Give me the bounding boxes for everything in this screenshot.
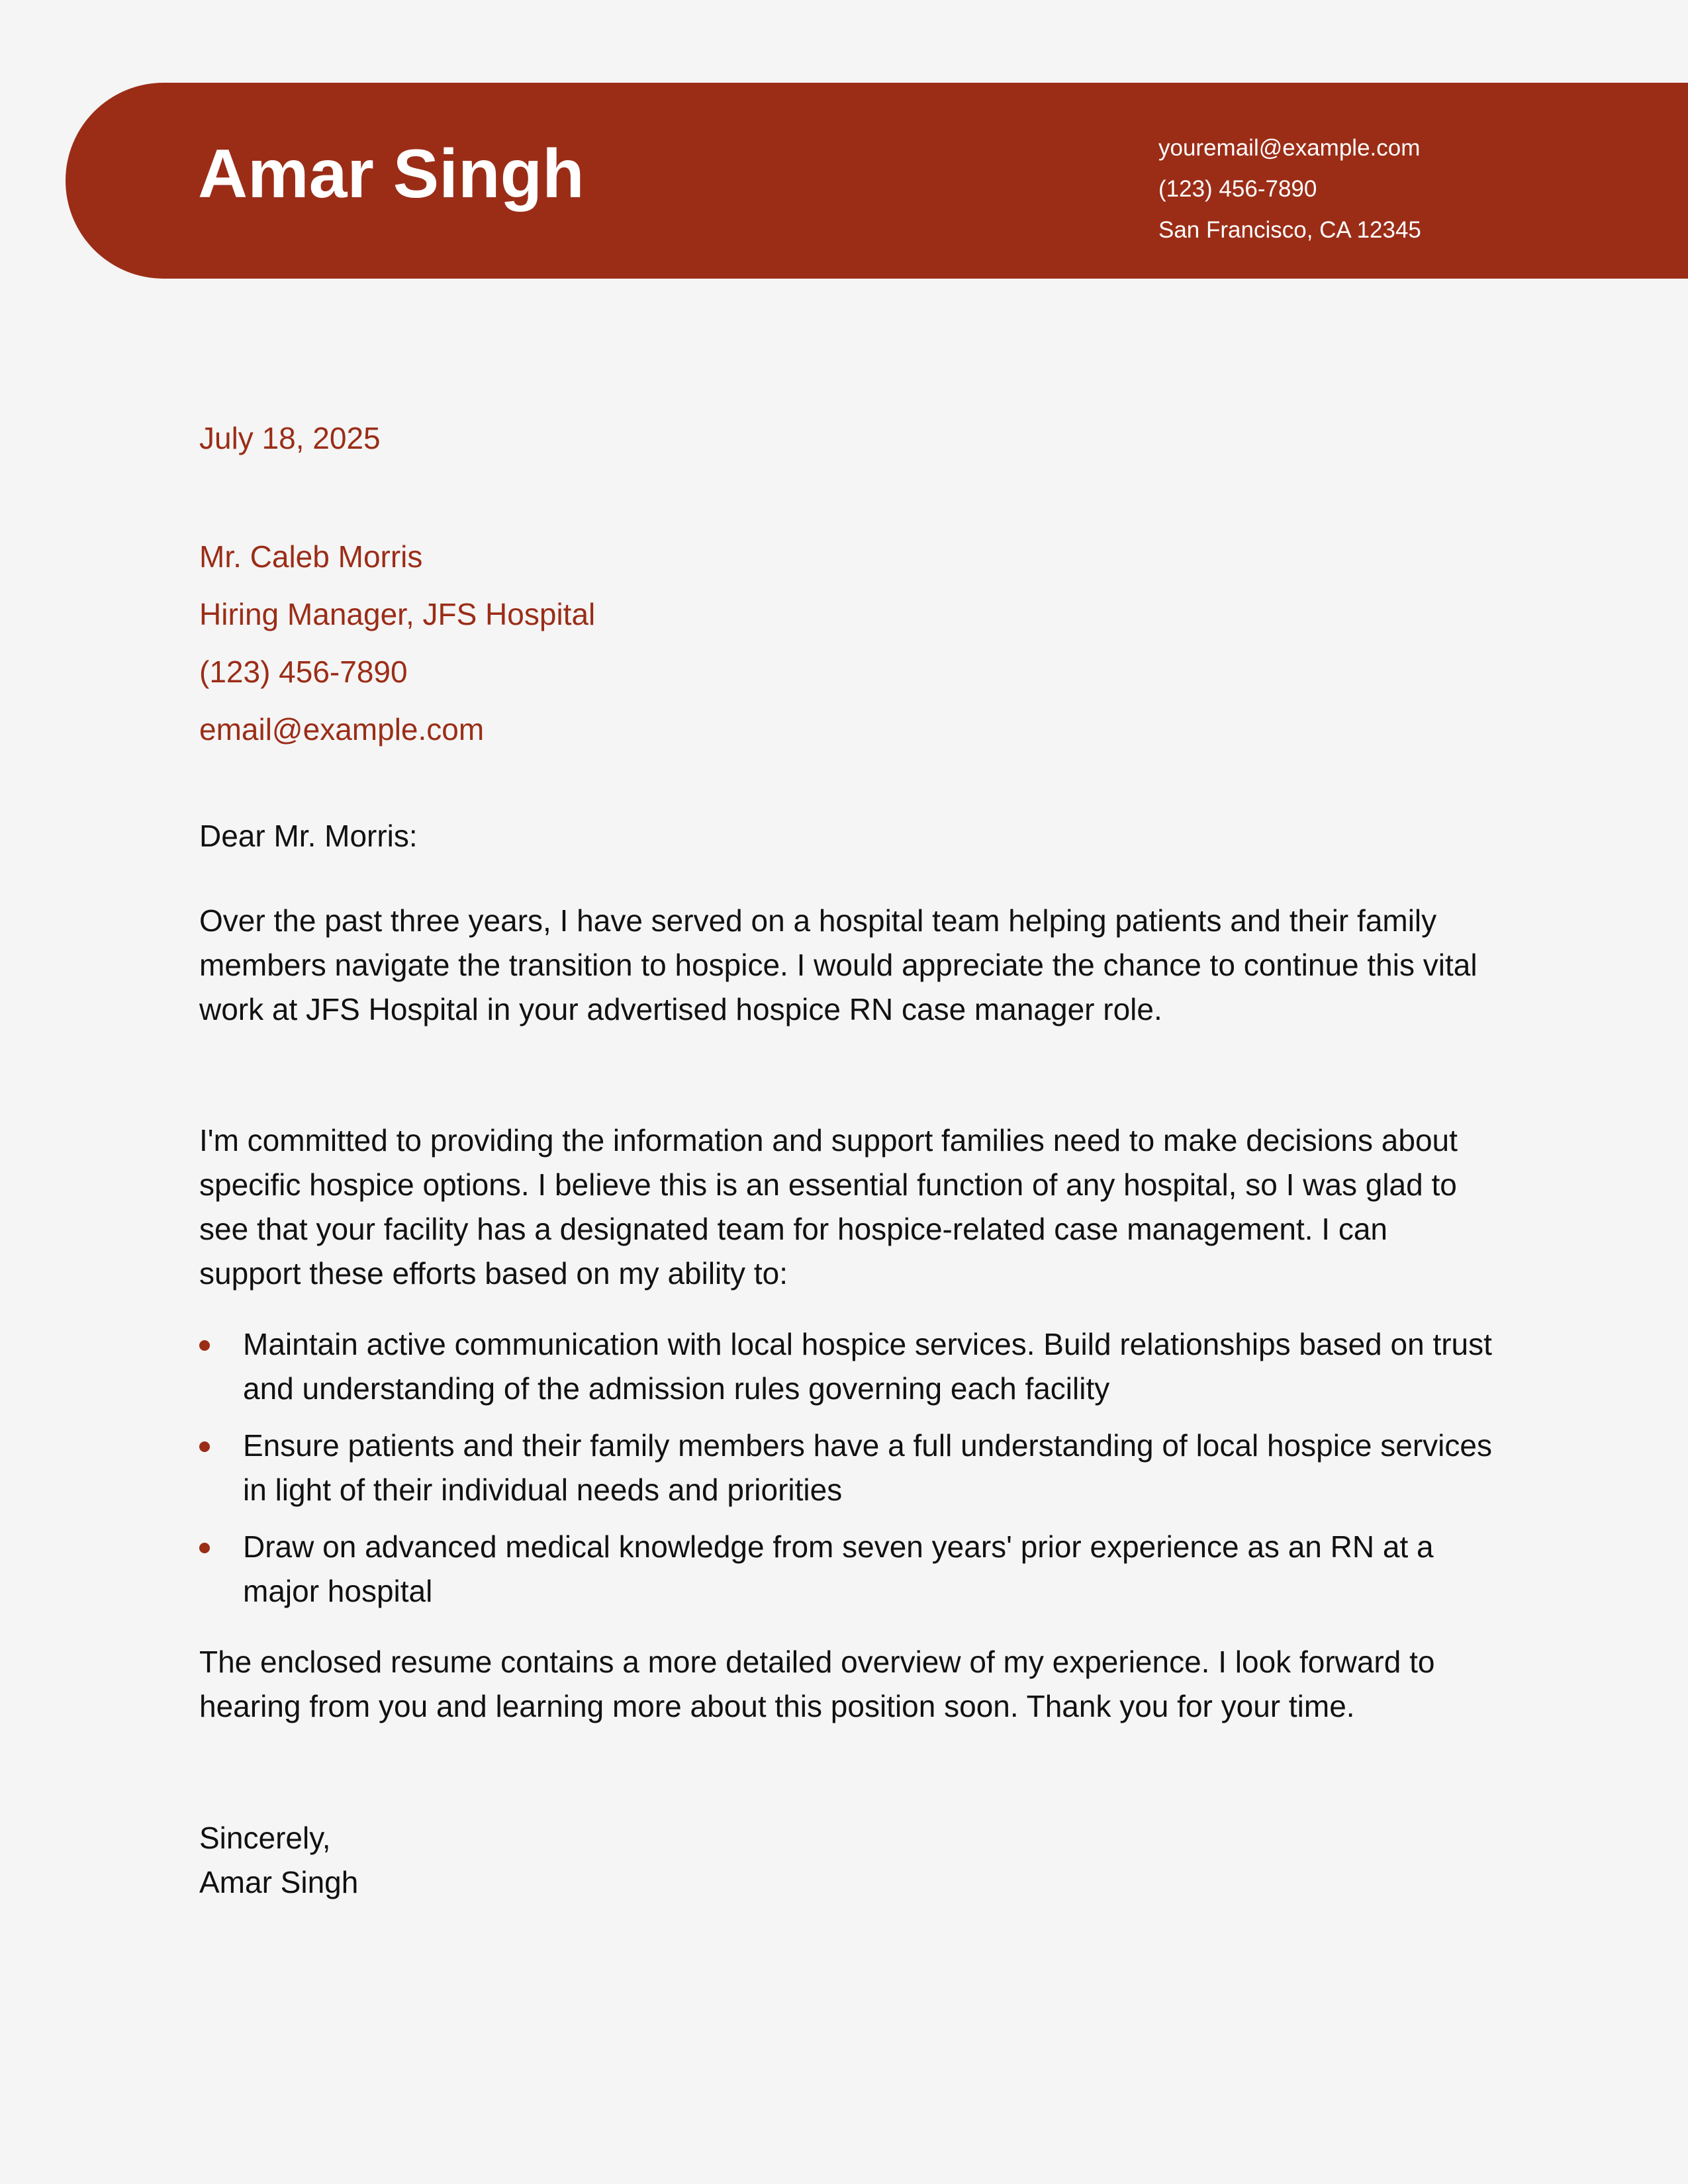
- paragraph-intro: Over the past three years, I have served on a hospital team helping patients and their family members navigate the transition to hospice. I would appreciate the chance to continue this vital work at JFS Hospital in your advertised hospice RN case manager role.: [199, 903, 1477, 1026]
- letter-date: July 18, 2025: [199, 421, 381, 455]
- list-item-text: Maintain active communication with local hospice services. Build relationships based on trust and understanding of the admission rules governing each facility: [243, 1327, 1492, 1406]
- signoff-block: [199, 1816, 1497, 1905]
- signature-name: Amar Singh: [199, 1865, 359, 1899]
- list-item: [199, 1322, 1497, 1411]
- sender-location: San Francisco, CA 12345: [1158, 217, 1421, 243]
- list-item: [199, 1424, 1497, 1512]
- bullet-icon: [199, 1340, 210, 1351]
- sender-contact: [1158, 128, 1421, 251]
- list-item-text: Ensure patients and their family members have a full understanding of local hospice services in light of their individual needs and priorities: [243, 1428, 1492, 1507]
- salutation: Dear Mr. Morris:: [199, 819, 418, 853]
- recipient-phone: (123) 456-7890: [199, 655, 408, 689]
- bullet-icon: [199, 1441, 210, 1452]
- sender-phone: (123) 456-7890: [1158, 176, 1317, 202]
- paragraph-closing: The enclosed resume contains a more detailed overview of my experience. I look forward to hearing from you and learning more about this position soon. Thank you for your time.: [199, 1645, 1435, 1723]
- recipient-name: Mr. Caleb Morris: [199, 539, 423, 574]
- sender-name: Amar Singh: [198, 136, 585, 212]
- recipient-email: email@example.com: [199, 712, 485, 747]
- recipient-block: [199, 528, 595, 758]
- list-item: [199, 1525, 1497, 1614]
- signoff: Sincerely,: [199, 1821, 331, 1855]
- abilities-list: [199, 1322, 1497, 1626]
- sender-email: youremail@example.com: [1158, 135, 1421, 161]
- list-item-text: Draw on advanced medical knowledge from seven years' prior experience as an RN at a major hospital: [243, 1529, 1434, 1608]
- bullet-icon: [199, 1543, 210, 1553]
- recipient-title: Hiring Manager, JFS Hospital: [199, 597, 596, 631]
- header-band: [66, 83, 1688, 279]
- paragraph-commitment: I'm committed to providing the information and support families need to make decisions about specific hospice options. I believe this is an essential function of any hospital, so I was glad to see that your facility has a designated team for hospice-related case management. I can support these efforts based on my ability to:: [199, 1123, 1458, 1291]
